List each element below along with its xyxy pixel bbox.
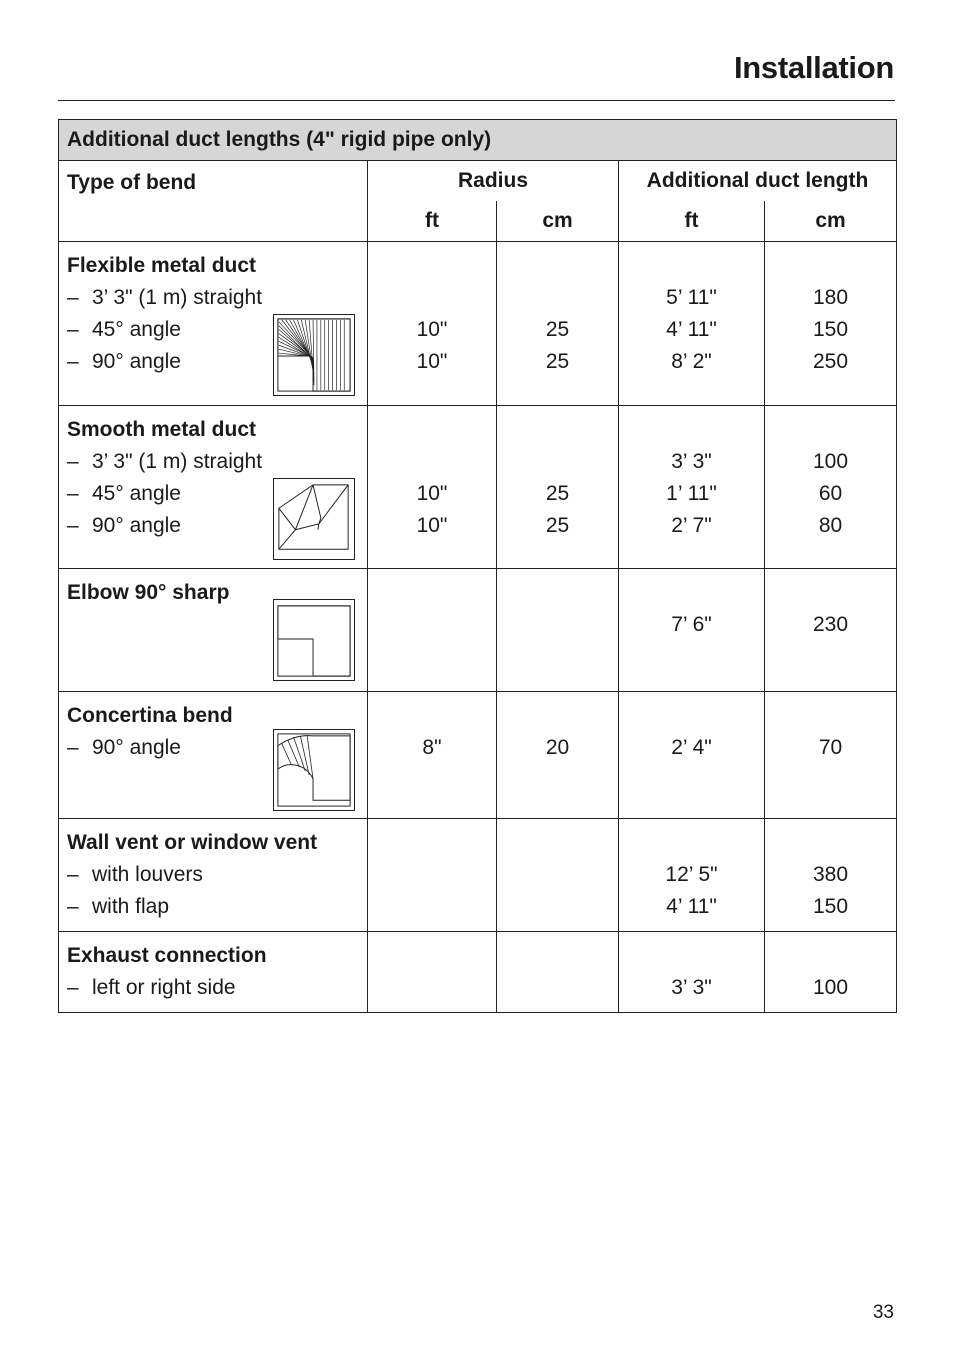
table-row bbox=[59, 932, 897, 1013]
table-caption-row bbox=[59, 120, 897, 161]
section-title: Concertina bend bbox=[67, 704, 233, 727]
list-item: – with flap bbox=[67, 895, 170, 918]
radius-ft-cell bbox=[368, 932, 497, 1013]
header-type-of-bend: Type of bend bbox=[59, 161, 368, 242]
length-ft-cell: 3’ 3" 1’ 11" 2’ 7" bbox=[619, 406, 765, 569]
header-radius: Radius bbox=[368, 161, 619, 202]
list-item: – 90° angle bbox=[67, 736, 181, 759]
title-divider bbox=[58, 100, 895, 101]
radius-ft-cell: 10" 10" bbox=[368, 242, 497, 406]
row-label-elbow-90-sharp bbox=[59, 569, 368, 692]
section-title: Elbow 90° sharp bbox=[67, 581, 230, 604]
radius-ft-cell: 10" 10" bbox=[368, 406, 497, 569]
radius-cm-cell bbox=[497, 932, 619, 1013]
concertina-bend-icon bbox=[273, 729, 355, 811]
sharp-elbow-icon bbox=[273, 599, 355, 681]
subheader-radius-cm: cm bbox=[497, 201, 619, 242]
radius-ft-cell bbox=[368, 569, 497, 692]
table-caption: Additional duct lengths (4" rigid pipe only) bbox=[59, 120, 897, 161]
radius-cm-cell bbox=[497, 569, 619, 692]
table-row bbox=[59, 819, 897, 932]
radius-cm-cell: 25 25 bbox=[497, 406, 619, 569]
page-title: Installation bbox=[733, 50, 894, 85]
list-item: – with louvers bbox=[67, 863, 203, 886]
length-ft-cell: 5’ 11" 4’ 11" 8’ 2" bbox=[619, 242, 765, 406]
subheader-length-ft: ft bbox=[619, 201, 765, 242]
list-item: – 45° angle bbox=[67, 318, 181, 341]
section-title: Wall vent or window vent bbox=[67, 831, 318, 854]
list-item: – left or right side bbox=[67, 976, 236, 999]
table-row bbox=[59, 406, 897, 569]
header-row bbox=[59, 161, 897, 202]
duct-lengths-table bbox=[58, 119, 897, 1013]
flexible-duct-bend-icon bbox=[273, 314, 355, 396]
length-ft-cell: 12’ 5" 4’ 11" bbox=[619, 819, 765, 932]
list-item: – 3’ 3" (1 m) straight bbox=[67, 286, 263, 309]
section-title: Exhaust connection bbox=[67, 944, 267, 967]
radius-cm-cell: 20 bbox=[497, 692, 619, 819]
length-ft-cell: 7’ 6" bbox=[619, 569, 765, 692]
page-number: 33 bbox=[872, 1302, 894, 1323]
row-label-wall-vent bbox=[59, 819, 368, 932]
subheader-radius-ft: ft bbox=[368, 201, 497, 242]
table-row bbox=[59, 242, 897, 406]
length-ft-cell: 3’ 3" bbox=[619, 932, 765, 1013]
length-cm-cell: 100 bbox=[765, 932, 897, 1013]
length-cm-cell: 180 150 250 bbox=[765, 242, 897, 406]
list-item: – 90° angle bbox=[67, 514, 181, 537]
length-ft-cell: 2’ 4" bbox=[619, 692, 765, 819]
length-cm-cell: 380 150 bbox=[765, 819, 897, 932]
radius-cm-cell: 25 25 bbox=[497, 242, 619, 406]
row-label-exhaust-connection bbox=[59, 932, 368, 1013]
list-item: – 90° angle bbox=[67, 350, 181, 373]
section-title: Flexible metal duct bbox=[67, 254, 257, 277]
row-label-smooth-metal-duct bbox=[59, 406, 368, 569]
length-cm-cell: 70 bbox=[765, 692, 897, 819]
list-item: – 45° angle bbox=[67, 482, 181, 505]
row-label-concertina-bend bbox=[59, 692, 368, 819]
table-row bbox=[59, 569, 897, 692]
section-title: Smooth metal duct bbox=[67, 418, 257, 441]
smooth-duct-bend-icon bbox=[273, 478, 355, 560]
header-additional-duct-length: Additional duct length bbox=[619, 161, 897, 202]
list-item: – 3’ 3" (1 m) straight bbox=[67, 450, 263, 473]
subheader-length-cm: cm bbox=[765, 201, 897, 242]
row-label-flexible-metal-duct bbox=[59, 242, 368, 406]
radius-cm-cell bbox=[497, 819, 619, 932]
radius-ft-cell: 8" bbox=[368, 692, 497, 819]
radius-ft-cell bbox=[368, 819, 497, 932]
length-cm-cell: 100 60 80 bbox=[765, 406, 897, 569]
table-row bbox=[59, 692, 897, 819]
length-cm-cell: 230 bbox=[765, 569, 897, 692]
